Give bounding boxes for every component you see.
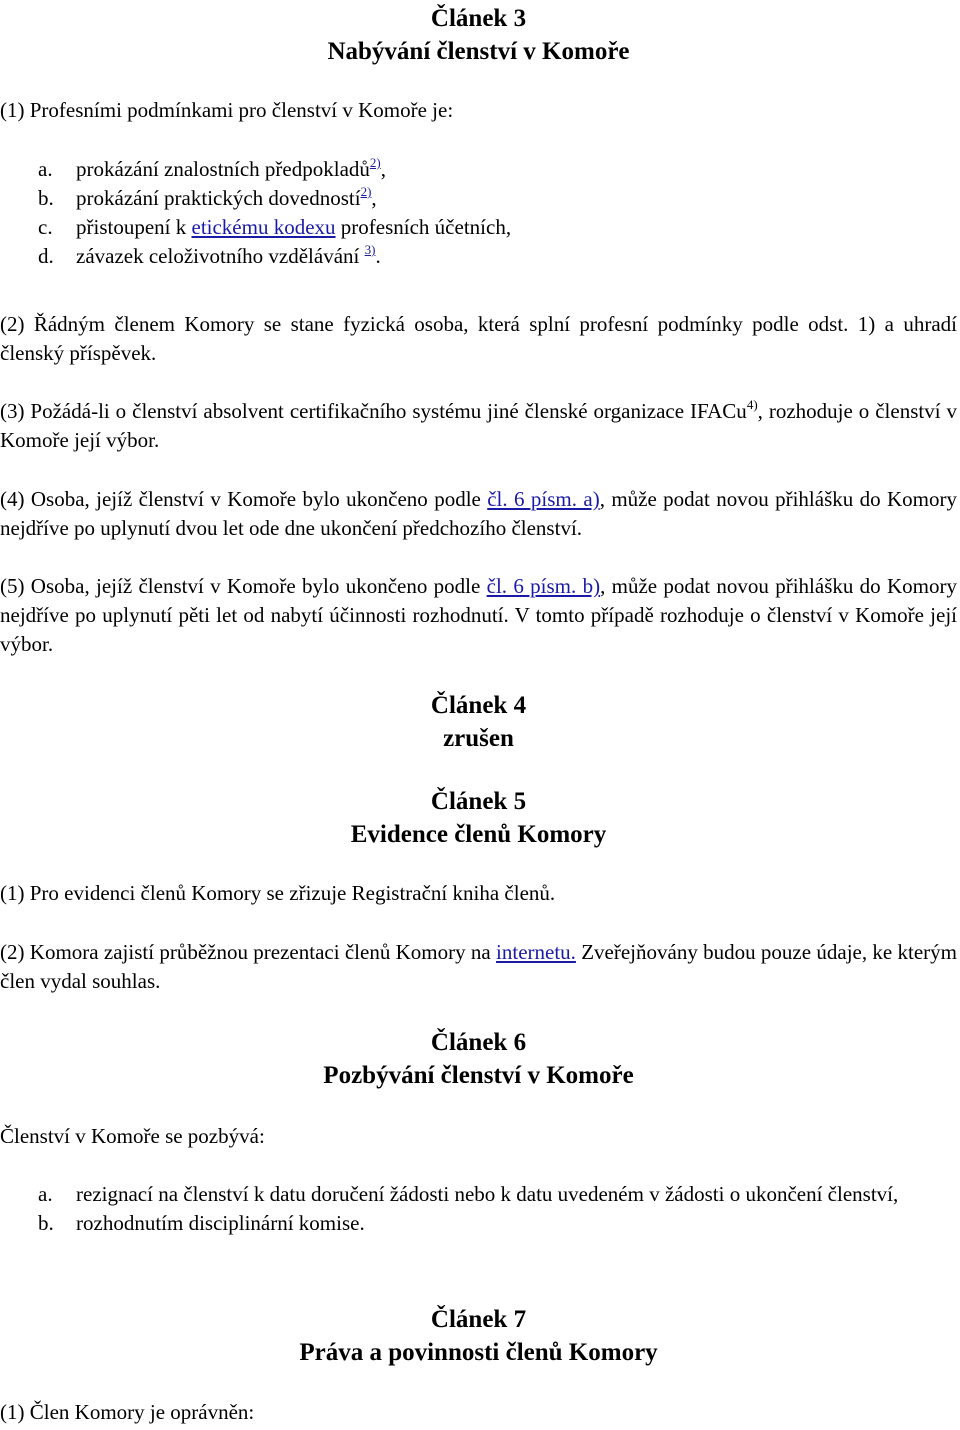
article-7-paragraph-1: (1) Člen Komory je oprávněn: [0, 1400, 255, 1424]
article-5-paragraph-1: (1) Pro evidenci členů Komory se zřizuje Registrační kniha členů. [0, 881, 556, 905]
article-4-heading [0, 689, 957, 755]
list-marker: d. [38, 244, 54, 268]
list-marker: b. [38, 186, 54, 210]
list-item-text: závazek celoživotního vzdělávání [76, 244, 365, 268]
paragraph-text: (2) Komora zajistí průběžnou prezentaci členů Komory na [0, 940, 497, 964]
paragraph-text: (5) Osoba, jejíž členství v Komoře bylo ukončeno podle [0, 574, 487, 598]
article-3-paragraph-3 [0, 397, 957, 455]
article-5-title: Evidence členů Komory [350, 821, 607, 848]
list-item [38, 1209, 957, 1238]
list-item-text: rezignací na členství k datu doručení žádosti nebo k datu uvedeném v žádosti o ukončení členství, [76, 1182, 899, 1206]
article-7-title: Práva a povinnosti členů Komory [299, 1339, 658, 1366]
article-6-title: Pozbývání členství v Komoře [323, 1062, 634, 1089]
footnote-ref-link[interactable]: 3) [364, 242, 376, 257]
list-item-text: prokázání znalostních předpokladů [76, 157, 370, 181]
list-item [38, 1180, 957, 1209]
article-7-number: Článek 7 [430, 1306, 527, 1333]
list-item-punctuation: . [375, 244, 381, 268]
list-marker: c. [38, 215, 53, 239]
footnote-ref-link[interactable]: 2) [360, 184, 372, 199]
article-6b-link[interactable]: čl. 6 písm. b) [486, 574, 601, 598]
article-5-number: Článek 5 [430, 788, 527, 815]
footnote-ref: 4) [746, 397, 758, 412]
list-marker: a. [38, 157, 53, 181]
list-marker: b. [38, 1211, 54, 1235]
article-5-paragraph-2 [0, 938, 957, 996]
list-item-text: přistoupení k [76, 215, 192, 239]
article-6-heading [0, 1026, 957, 1092]
article-7-heading [0, 1303, 957, 1369]
paragraph-text: , rozhoduje o členství v Komoře její výbor. [0, 399, 957, 452]
article-3-title: Nabývání členství v Komoře [327, 38, 630, 65]
article-4-title: zrušen [443, 725, 514, 752]
paragraph-text: (4) Osoba, jejíž členství v Komoře bylo ukončeno podle [0, 487, 488, 511]
footnote-ref-link[interactable]: 2) [369, 155, 381, 170]
list-item [38, 213, 938, 242]
article-6a-link[interactable]: čl. 6 písm. a) [487, 487, 600, 511]
list-item-punctuation: , [371, 186, 377, 210]
list-item [38, 155, 938, 184]
paragraph-text: Zveřejňovány budou pouze údaje, ke kterým člen vydal souhlas. [0, 940, 957, 993]
article-3-conditions-list [38, 155, 938, 271]
article-6-intro: Členství v Komoře se pozbývá: [0, 1124, 265, 1148]
list-marker: a. [38, 1182, 53, 1206]
list-item-text: prokázání praktických dovedností [76, 186, 361, 210]
paragraph-text: , může podat novou přihlášku do Komory nejdříve po uplynutí pěti let od nabytí účinnosti rozhodnutí. V tomto případě rozhoduje o členství v Komoře její výbor. [0, 574, 957, 656]
article-3-heading [0, 2, 957, 68]
article-3-paragraph-4 [0, 485, 957, 543]
list-item [38, 184, 938, 213]
article-4-number: Článek 4 [430, 692, 527, 719]
list-item-punctuation: , [380, 157, 386, 181]
paragraph-text: , může podat novou přihlášku do Komory nejdříve po uplynutí dvou let ode dne ukončení předchozího členství. [0, 487, 957, 540]
list-item [38, 242, 938, 271]
paragraph-text: (3) Požádá-li o členství absolvent certifikačního systému jiné členské organizace IFACu [0, 399, 747, 423]
article-5-heading [0, 785, 957, 851]
list-item-text: rozhodnutím disciplinární komise. [76, 1211, 365, 1235]
article-6-list [38, 1180, 957, 1238]
article-3-paragraph-5 [0, 572, 957, 659]
article-3-paragraph-1: (1) Profesními podmínkami pro členství v Komoře je: [0, 98, 454, 122]
article-3-paragraph-2: (2) Řádným členem Komory se stane fyzická osoba, která splní profesní podmínky podle odst. 1) a uhradí členský příspěvek. [0, 312, 957, 365]
article-6-number: Článek 6 [430, 1029, 527, 1056]
list-item-text-suffix: profesních účetních, [335, 215, 512, 239]
internet-link[interactable]: internetu. [496, 940, 576, 964]
ethics-code-link[interactable]: etickému kodexu [191, 215, 336, 239]
article-3-number: Článek 3 [430, 5, 527, 32]
